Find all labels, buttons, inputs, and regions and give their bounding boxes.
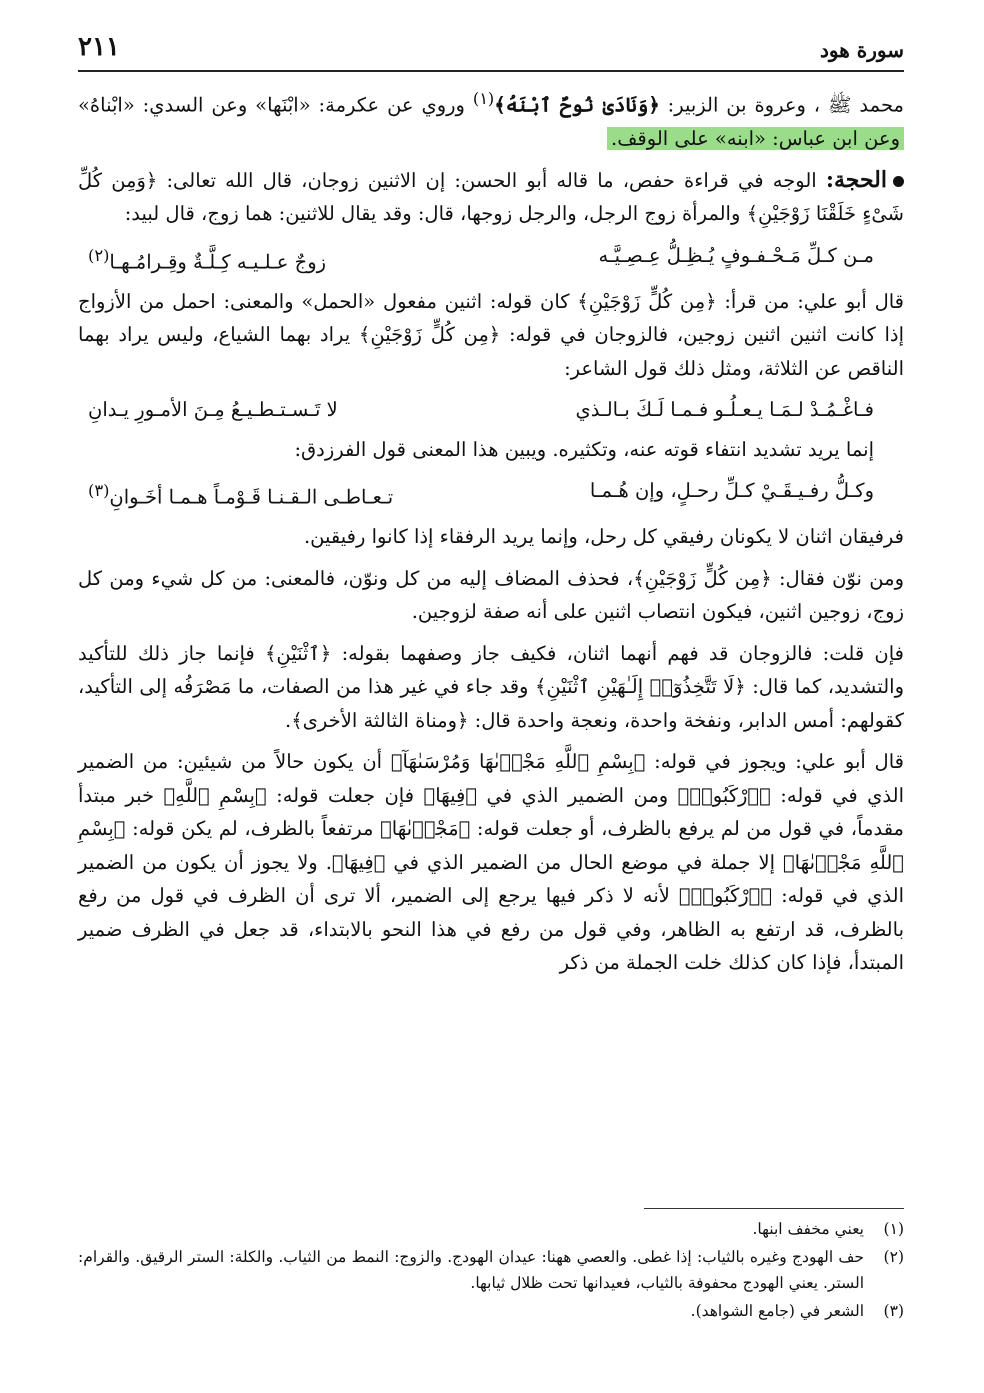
verse-3-right-hemistich: وكـلُّ رفـيـقَـيْ كـلِّ رحـلٍ، وإن هُـمـا: [589, 479, 874, 502]
paragraph-3: قال أبو علي: من قرأ: ﴿مِن كُلٍّ زَوْجَيْنِ﴾ كان قوله: اثنين مفعول «الحمل» والمعنى: احمل من الأزواج إذا كانت اثنين اثنين زوجين، فالزوجان في قوله: ﴿مِن كُلٍّ زَوْجَيْنِ﴾ يراد بهما الشياع، وليس يراد بهما الناقص عن الثلاثة، ومثل ذلك قول الشاعر:: [78, 289, 904, 380]
page-body: [78, 82, 904, 988]
highlighted-text: وعن ابن عباس: «ابنه» على الوقف.: [607, 127, 904, 150]
verse-1-left-hemistich: زوجٌ عـلـيـه كِـلَّـةٌ وقِـرامُـهـا$^{(٢)}$: [88, 245, 327, 273]
footnote-ref-3: (٣): [88, 481, 110, 500]
poetry-verse-1: [78, 239, 904, 279]
paragraph-5: ومن نوّن فقال: ﴿مِن كُلٍّ زَوْجَيْنِ﴾، فحذف المضاف إليه من كل ونوّن، فالمعنى: من كل شيء ومن كل زوج، زوجين اثنين، فيكون انتصاب اثنين على أنه صفة لزوجين.: [78, 566, 904, 623]
verse-3-left-hemistich: تـعـاطـى الـقـنـا قَـوْمـاً هـمـا أخَـوانِ$^{(٣)}$: [88, 481, 394, 509]
page-number: ٢١١: [78, 32, 120, 62]
footnote-item: [78, 1244, 904, 1296]
footnote-ref-2: (٢): [88, 245, 110, 265]
quran-quote: ﴿وَنَادَىٰ نُوحٌ ٱبْنَهُ﴾: [494, 93, 660, 117]
footnote-rule: [644, 1208, 904, 1209]
prose-between-verses: إنما يريد تشديد انتفاء قوته عنه، وتكثيره. ويبين هذا المعنى قول الفرزدق:: [294, 437, 874, 461]
surah-title: سورة هود: [820, 38, 904, 62]
header-rule: [78, 70, 904, 72]
poetry-verse-2: [78, 393, 904, 427]
poetry-verse-3: [78, 474, 904, 514]
paragraph-4: فرفيقان اثنان لا يكونان رفيقي كل رحل، وإنما يريد الرفقاء إذا كانوا رفيقين.: [303, 525, 904, 548]
paragraph-1: [78, 82, 904, 156]
footnote-text: يعني مخفف ابنها.: [752, 1220, 864, 1238]
footnote-number: (٣): [883, 1302, 904, 1320]
page-header: [78, 30, 904, 68]
footnote-item: [78, 1216, 904, 1242]
verse-2-right-hemistich: فـاغْـمُـدْ لـمَـا يـعـلُـو فـمـا لَـكَ بـالـذي: [575, 398, 874, 421]
paragraph-hujja: [78, 164, 904, 231]
hujja-heading: الحجة:: [825, 166, 887, 193]
footnote-number: (١): [883, 1220, 904, 1238]
paragraph-7: قال أبو علي: ويجوز في قوله: ﴿بِسْمِ ٱللَّهِ مَجْر۪ىٰهَا وَمُرْسَىٰهَآ﴾ أن يكون حالاً من شيئين: من الضمير الذي في قوله: ﴿ٱرْكَبُوا۟﴾ ومن الضمير الذي في ﴿فِيهَا﴾ فإن جعلت قوله: ﴿بِسْمِ ٱللَّهِ﴾ خبر مبتدأ مقدماً، في قول من لم يرفع بالظرف، أو جعلت قوله: ﴿مَجْر۪ىٰهَا﴾ مرتفعاً بالظرف، لم يكن قوله: ﴿بِسْمِ ٱللَّهِ مَجْر۪ىٰهَا﴾ إلا جملة في موضع الحال من الضمير الذي في ﴿فِيهَا﴾. ولا يجوز أن يكون من الضمير الذي في قوله: ﴿ٱرْكَبُوا۟﴾ لأنه لا ذكر فيها يرجع إلى الضمير، ألا ترى أن الظرف في قول من رفع بالظرف، قد ارتفع به الظاهر، وفي قول من رفع في هذا النحو بالابتداء، قد جعل في الظرف ضمير المبتدأ، فإذا كان كذلك خلت الجملة من ذكر: [78, 750, 904, 974]
footnote-text: حف الهودج وغيره بالثياب: إذا غطى. والعصي ههنا: عيدان الهودج. والزوج: النمط من الثياب. والكلة: الستر الرقيق. والقرام: الستر. يعني الهودج محفوفة بالثياب، فعيدانها تحت ظلال ثيابها.: [78, 1248, 864, 1292]
bullet-dot-icon: [893, 176, 904, 187]
footnote-item: [78, 1298, 904, 1324]
footnote-text: الشعر في (جامع الشواهد).: [690, 1302, 864, 1320]
verse-2-left-hemistich: لا تَـسـتـطـيـعُ مِـنَ الأمـورِ يـدانِ: [88, 398, 338, 421]
verse-1-right-hemistich: مـن كـلِّ مَـحْـفـوفٍ يُـظِـلُّ عِـصِـيَّـه: [598, 243, 874, 267]
paragraph-1-lead: محمد ﷺ ، وعروة بن الزبير:: [659, 93, 904, 117]
paragraph-hujja-text: الوجه في قراءة حفص، ما قاله أبو الحسن: إن الاثنين زوجان، قال الله تعالى: ﴿وَمِن كُلِّ شَىْءٍ خَلَقْنَا زَوْجَيْنِ﴾ والمرأة زوج الرجل، والرجل زوجها، قال: وقد يقال للاثنين: هما زوج، قال لبيد:: [78, 168, 904, 225]
footnotes: [78, 1216, 904, 1326]
footnote-number: (٢): [883, 1248, 904, 1266]
paragraph-6: فإن قلت: فالزوجان قد فهم أنهما اثنان، فكيف جاز وصفهما بقوله: ﴿ٱثْنَيْنِ﴾ فإنما جاز ذلك للتأكيد والتشديد، كما قال: ﴿لَا تَتَّخِذُوٓا۟ إِلَـٰهَيْنِ ٱثْنَيْنِ﴾ وقد جاء في غير هذا من الصفات، ما مَصْرَفُه إلى التأكيد، كقولهم: أمس الدابر، ونفخة واحدة، ونعجة واحدة قال: ﴿ومناة الثالثة الأخرى﴾.: [78, 641, 904, 732]
paragraph-1-rest: وروي عن عكرمة: «ابْنَها» وعن السدي: «ابْناهُ»: [78, 93, 473, 117]
footnote-ref-1: (١): [472, 89, 495, 108]
